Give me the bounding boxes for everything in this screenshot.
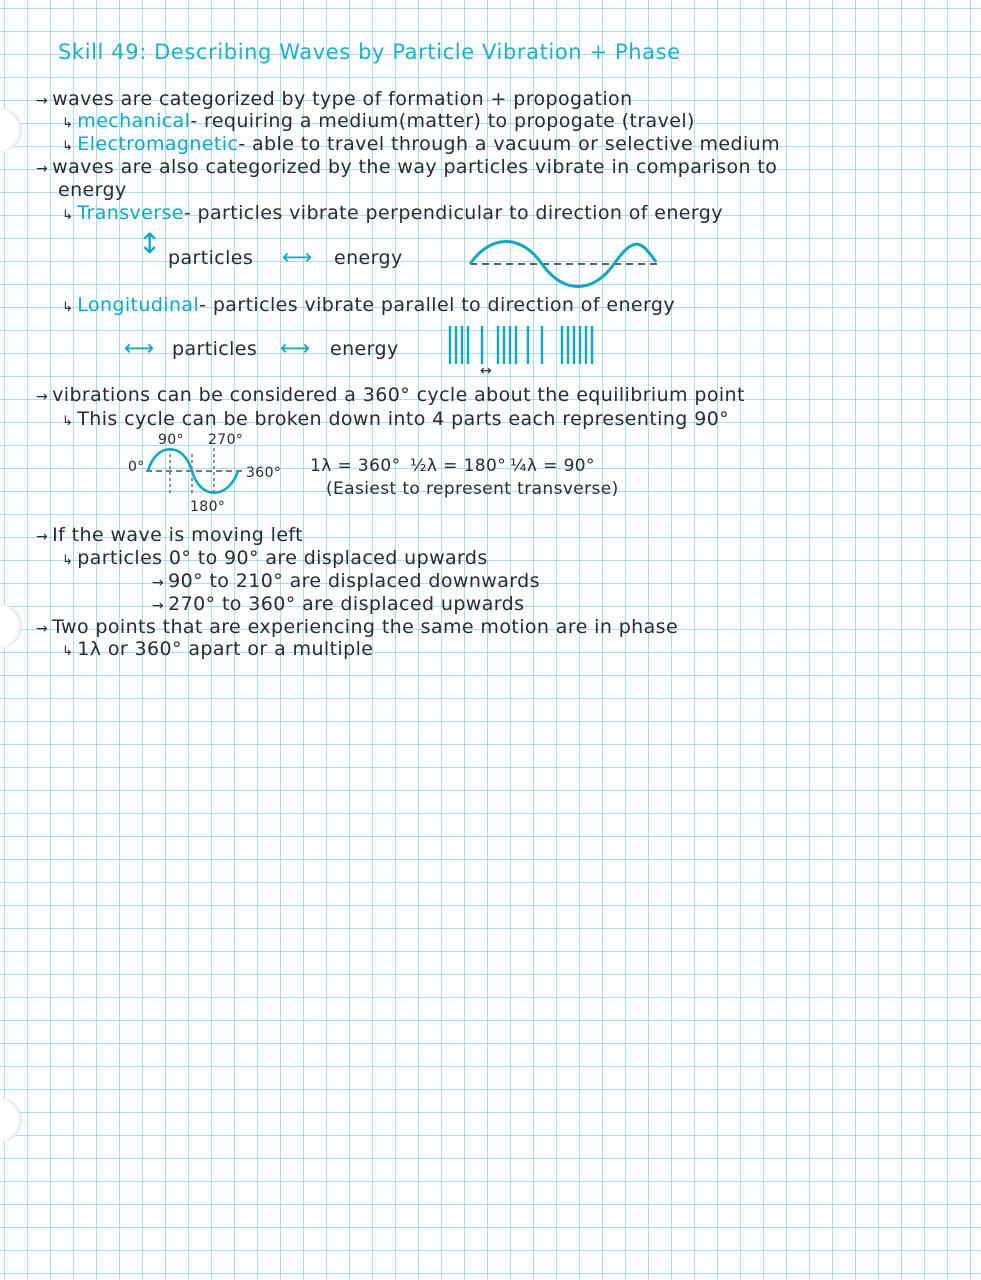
note-line: → If the wave is moving left	[36, 524, 304, 546]
longitudinal-wave-diagram	[446, 322, 608, 368]
hook-arrow-icon: ↳	[62, 644, 74, 659]
leftright-arrow-icon: ⟷	[124, 336, 155, 360]
note-line: → waves are categorized by type of formation + propogation	[36, 88, 633, 110]
note-line: → 90° to 210° are displaced downwards	[152, 570, 540, 592]
arrow-icon: →	[36, 621, 49, 637]
cycle-wave-diagram	[144, 446, 244, 498]
note-line: → waves are also categorized by the way particles vibrate in comparison to	[36, 156, 778, 178]
label-particles: particles	[168, 247, 254, 269]
arrow-icon: →	[36, 529, 49, 545]
leftright-arrow-icon: ⟷	[282, 245, 313, 269]
leftright-arrow-icon: ⟷	[280, 336, 311, 360]
equation-half-wavelength: ½λ = 180°	[410, 456, 507, 476]
hook-arrow-icon: ↳	[62, 139, 74, 154]
label-180deg: 180°	[190, 499, 226, 515]
small-leftright-arrow-icon: ↔	[480, 363, 493, 379]
equation-quarter-wavelength: ¼λ = 90°	[510, 456, 595, 476]
note-line: ↳ 1λ or 360° apart or a multiple	[62, 638, 374, 660]
note-line: ↳ Transverse- particles vibrate perpendicular to direction of energy	[62, 202, 723, 224]
arrow-icon: →	[152, 575, 165, 591]
arrow-icon: →	[152, 598, 165, 614]
term-transverse: Transverse	[77, 202, 184, 224]
term-electromagnetic: Electromagnetic	[77, 133, 239, 155]
arrow-icon: →	[36, 161, 49, 177]
equation-full-wavelength: 1λ = 360°	[310, 456, 401, 476]
label-90deg: 90°	[158, 432, 185, 448]
hook-arrow-icon: ↳	[62, 553, 74, 568]
note-line: ↳ This cycle can be broken down into 4 parts each representing 90°	[62, 408, 730, 430]
hook-arrow-icon: ↳	[62, 414, 74, 429]
label-0deg: 0°	[128, 459, 145, 475]
arrow-icon: →	[36, 93, 49, 109]
label-360deg: 360°	[246, 465, 282, 481]
term-mechanical: mechanical	[77, 110, 191, 132]
note-easiest: (Easiest to represent transverse)	[326, 479, 619, 499]
note-line: ↳ mechanical- requiring a medium(matter) to propogate (travel)	[62, 110, 695, 132]
page-title: Skill 49: Describing Waves by Particle Vibration + Phase	[58, 40, 681, 64]
arrow-icon: →	[36, 389, 49, 405]
note-line: → Two points that are experiencing the same motion are in phase	[36, 616, 679, 638]
term-longitudinal: Longitudinal	[77, 294, 200, 316]
note-line: ↳ Longitudinal- particles vibrate parallel to direction of energy	[62, 294, 675, 316]
binder-hole	[0, 108, 22, 152]
binder-hole	[0, 604, 22, 648]
label-energy: energy	[330, 338, 399, 360]
hook-arrow-icon: ↳	[62, 116, 74, 131]
updown-arrow-icon: ↕	[138, 227, 162, 260]
hook-arrow-icon: ↳	[62, 300, 74, 315]
note-line: ↳ particles 0° to 90° are displaced upwards	[62, 547, 488, 569]
label-270deg: 270°	[208, 432, 244, 448]
label-energy: energy	[334, 247, 403, 269]
hook-arrow-icon: ↳	[62, 208, 74, 223]
transverse-wave-diagram	[466, 236, 662, 288]
note-line: → vibrations can be considered a 360° cycle about the equilibrium point	[36, 384, 745, 406]
note-line: → 270° to 360° are displaced upwards	[152, 593, 525, 615]
label-particles: particles	[172, 338, 258, 360]
binder-hole	[0, 1098, 22, 1142]
note-line: ↳ Electromagnetic- able to travel through a vacuum or selective medium	[62, 133, 780, 155]
note-line: energy	[58, 179, 127, 201]
